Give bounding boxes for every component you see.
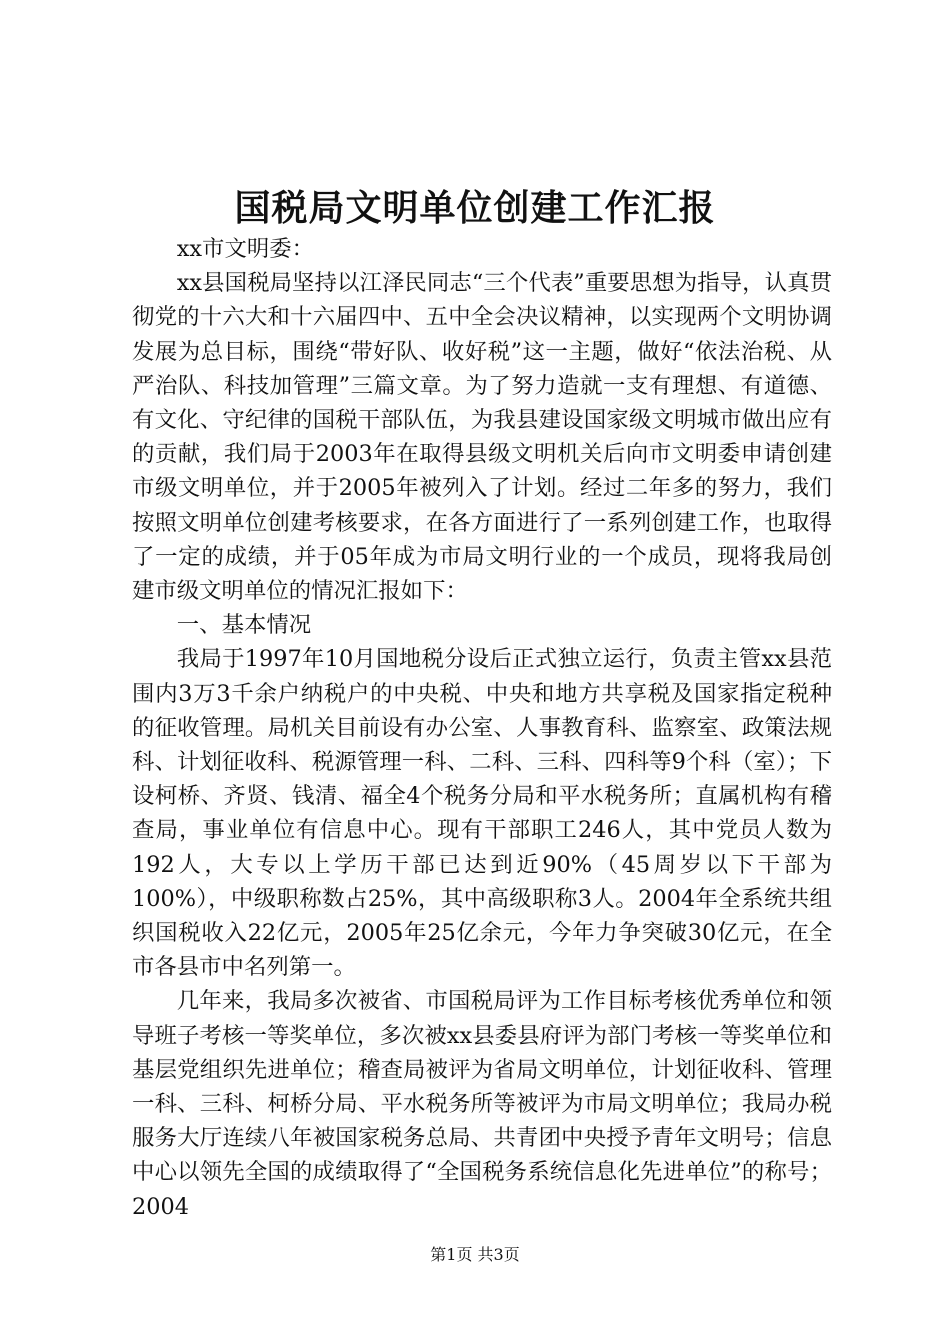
section-heading-basic-info: 一、基本情况 [176, 612, 312, 639]
paragraph-intro: xx县国税局坚持以江泽民同志“三个代表”重要思想为指导，认真贯彻党的十六大和十六届四中、五中全会决议精神，以实现两个文明协调发展为总目标，围绕“带好队、收好税”这一主题，做好“依法治税、从严治队、科技加管理”三篇文章。为了努力造就一支有理想、有道德、有文化、守纪律的国税干部队伍，为我县建设国家级文明城市做出应有的贡献，我们局于2003年在取得县级文明机关后向市文明委申请创建市级文明单位，并于2005年被列入了计划。经过二年多的努力，我们按照文明单位创建考核要求，在各方面进行了一系列创建工作，也取得了一定的成绩，并于05年成为市局文明行业的一个成员，现将我局创建市级文明单位的情况汇报如下： [132, 270, 832, 605]
document-body [132, 232, 832, 1224]
salutation: xx市文明委： [176, 236, 315, 262]
paragraph-achievements: 几年来，我局多次被省、市国税局评为工作目标考核优秀单位和领导班子考核一等奖单位，多次被xx县委县府评为部门考核一等奖单位和基层党组织先进单位；稽查局被评为省局文明单位，计划征收科、管理一科、三科、柯桥分局、平水税务所等被评为市局文明单位；我局办税服务大厅连续八年被国家税务总局、共青团中央授予青年文明号；信息中心以领先全国的成绩取得了“全国税务系统信息化先进单位”的称号；2004 [132, 988, 832, 1220]
paragraph-basic-info: 我局于1997年10月国地税分设后正式独立运行，负责主管xx县范围内3万3千余户纳税户的中央税、中央和地方共享税及国家指定税种的征收管理。局机关目前设有办公室、人事教育科、监察室、政策法规科、计划征收科、税源管理一科、二科、三科、四科等9个科（室）；下设柯桥、齐贤、钱清、福全4个税务分局和平水税务所；直属机构有稽查局，事业单位有信息中心。现有干部职工246人，其中党员人数为192人，大专以上学历干部已达到近90%（45周岁以下干部为100%），中级职称数占25%，其中高级职称3人。2004年全系统共组织国税收入22亿元，2005年25亿余元，今年力争突破30亿元，在全市各县市中名列第一。 [132, 646, 832, 981]
document-title: 国税局文明单位创建工作汇报 [234, 187, 716, 229]
page-number: 第1页 共3页 [430, 1245, 520, 1264]
